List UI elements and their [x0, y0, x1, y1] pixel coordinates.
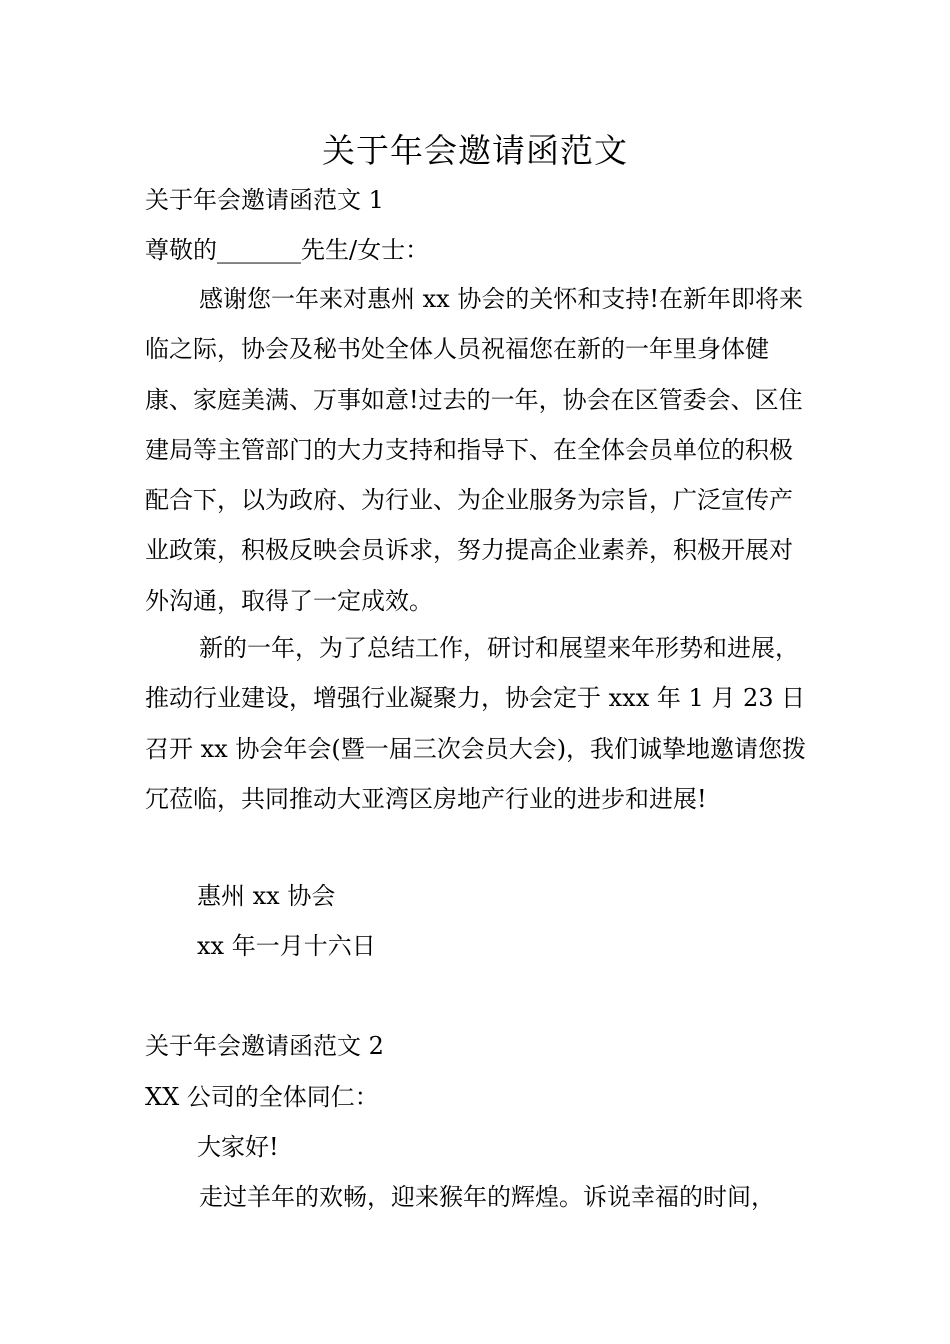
- section-2-salutation: XX 公司的全体同仁：: [145, 1083, 379, 1111]
- section-2-paragraph-1: 走过羊年的欢畅，迎来猴年的辉煌。诉说幸福的时间，: [199, 1183, 775, 1211]
- section-2-heading: 关于年会邀请函范文 2: [145, 1032, 384, 1060]
- section-1-paragraph-1: 感谢您一年来对惠州 xx 协会的关怀和支持!在新年即将来临之际，协会及秘书处全体人员祝福您在新的一年里身体健康、家庭美满、万事如意!过去的一年，协会在区管委会、区住建局等主管部门的大力支持和指导下、在全体会员单位的积极配合下，以为政府、为行业、为企业服务为宗旨，广泛宣传产业政策，积极反映会员诉求，努力提高企业素养，积极开展对外沟通，取得了一定成效。: [145, 285, 803, 615]
- section-1-heading: 关于年会邀请函范文 1: [145, 186, 384, 214]
- section-1-signature: 惠州 xx 协会: [197, 882, 336, 910]
- section-1-date: xx 年一月十六日: [197, 932, 376, 960]
- section-1-salutation: 尊敬的_______先生/女士：: [145, 236, 430, 264]
- section-2-greeting: 大家好!: [197, 1133, 279, 1161]
- section-1-paragraph-2: 新的一年，为了总结工作，研讨和展望来年形势和进展，推动行业建设，增强行业凝聚力，协会定于 xxx 年 1 月 23 日召开 xx 协会年会(暨一届三次会员大会)，我们诚挚地邀请您拨冗莅临，共同推动大亚湾区房地产行业的进步和进展!: [145, 634, 807, 813]
- document-title: 关于年会邀请函范文: [322, 131, 628, 170]
